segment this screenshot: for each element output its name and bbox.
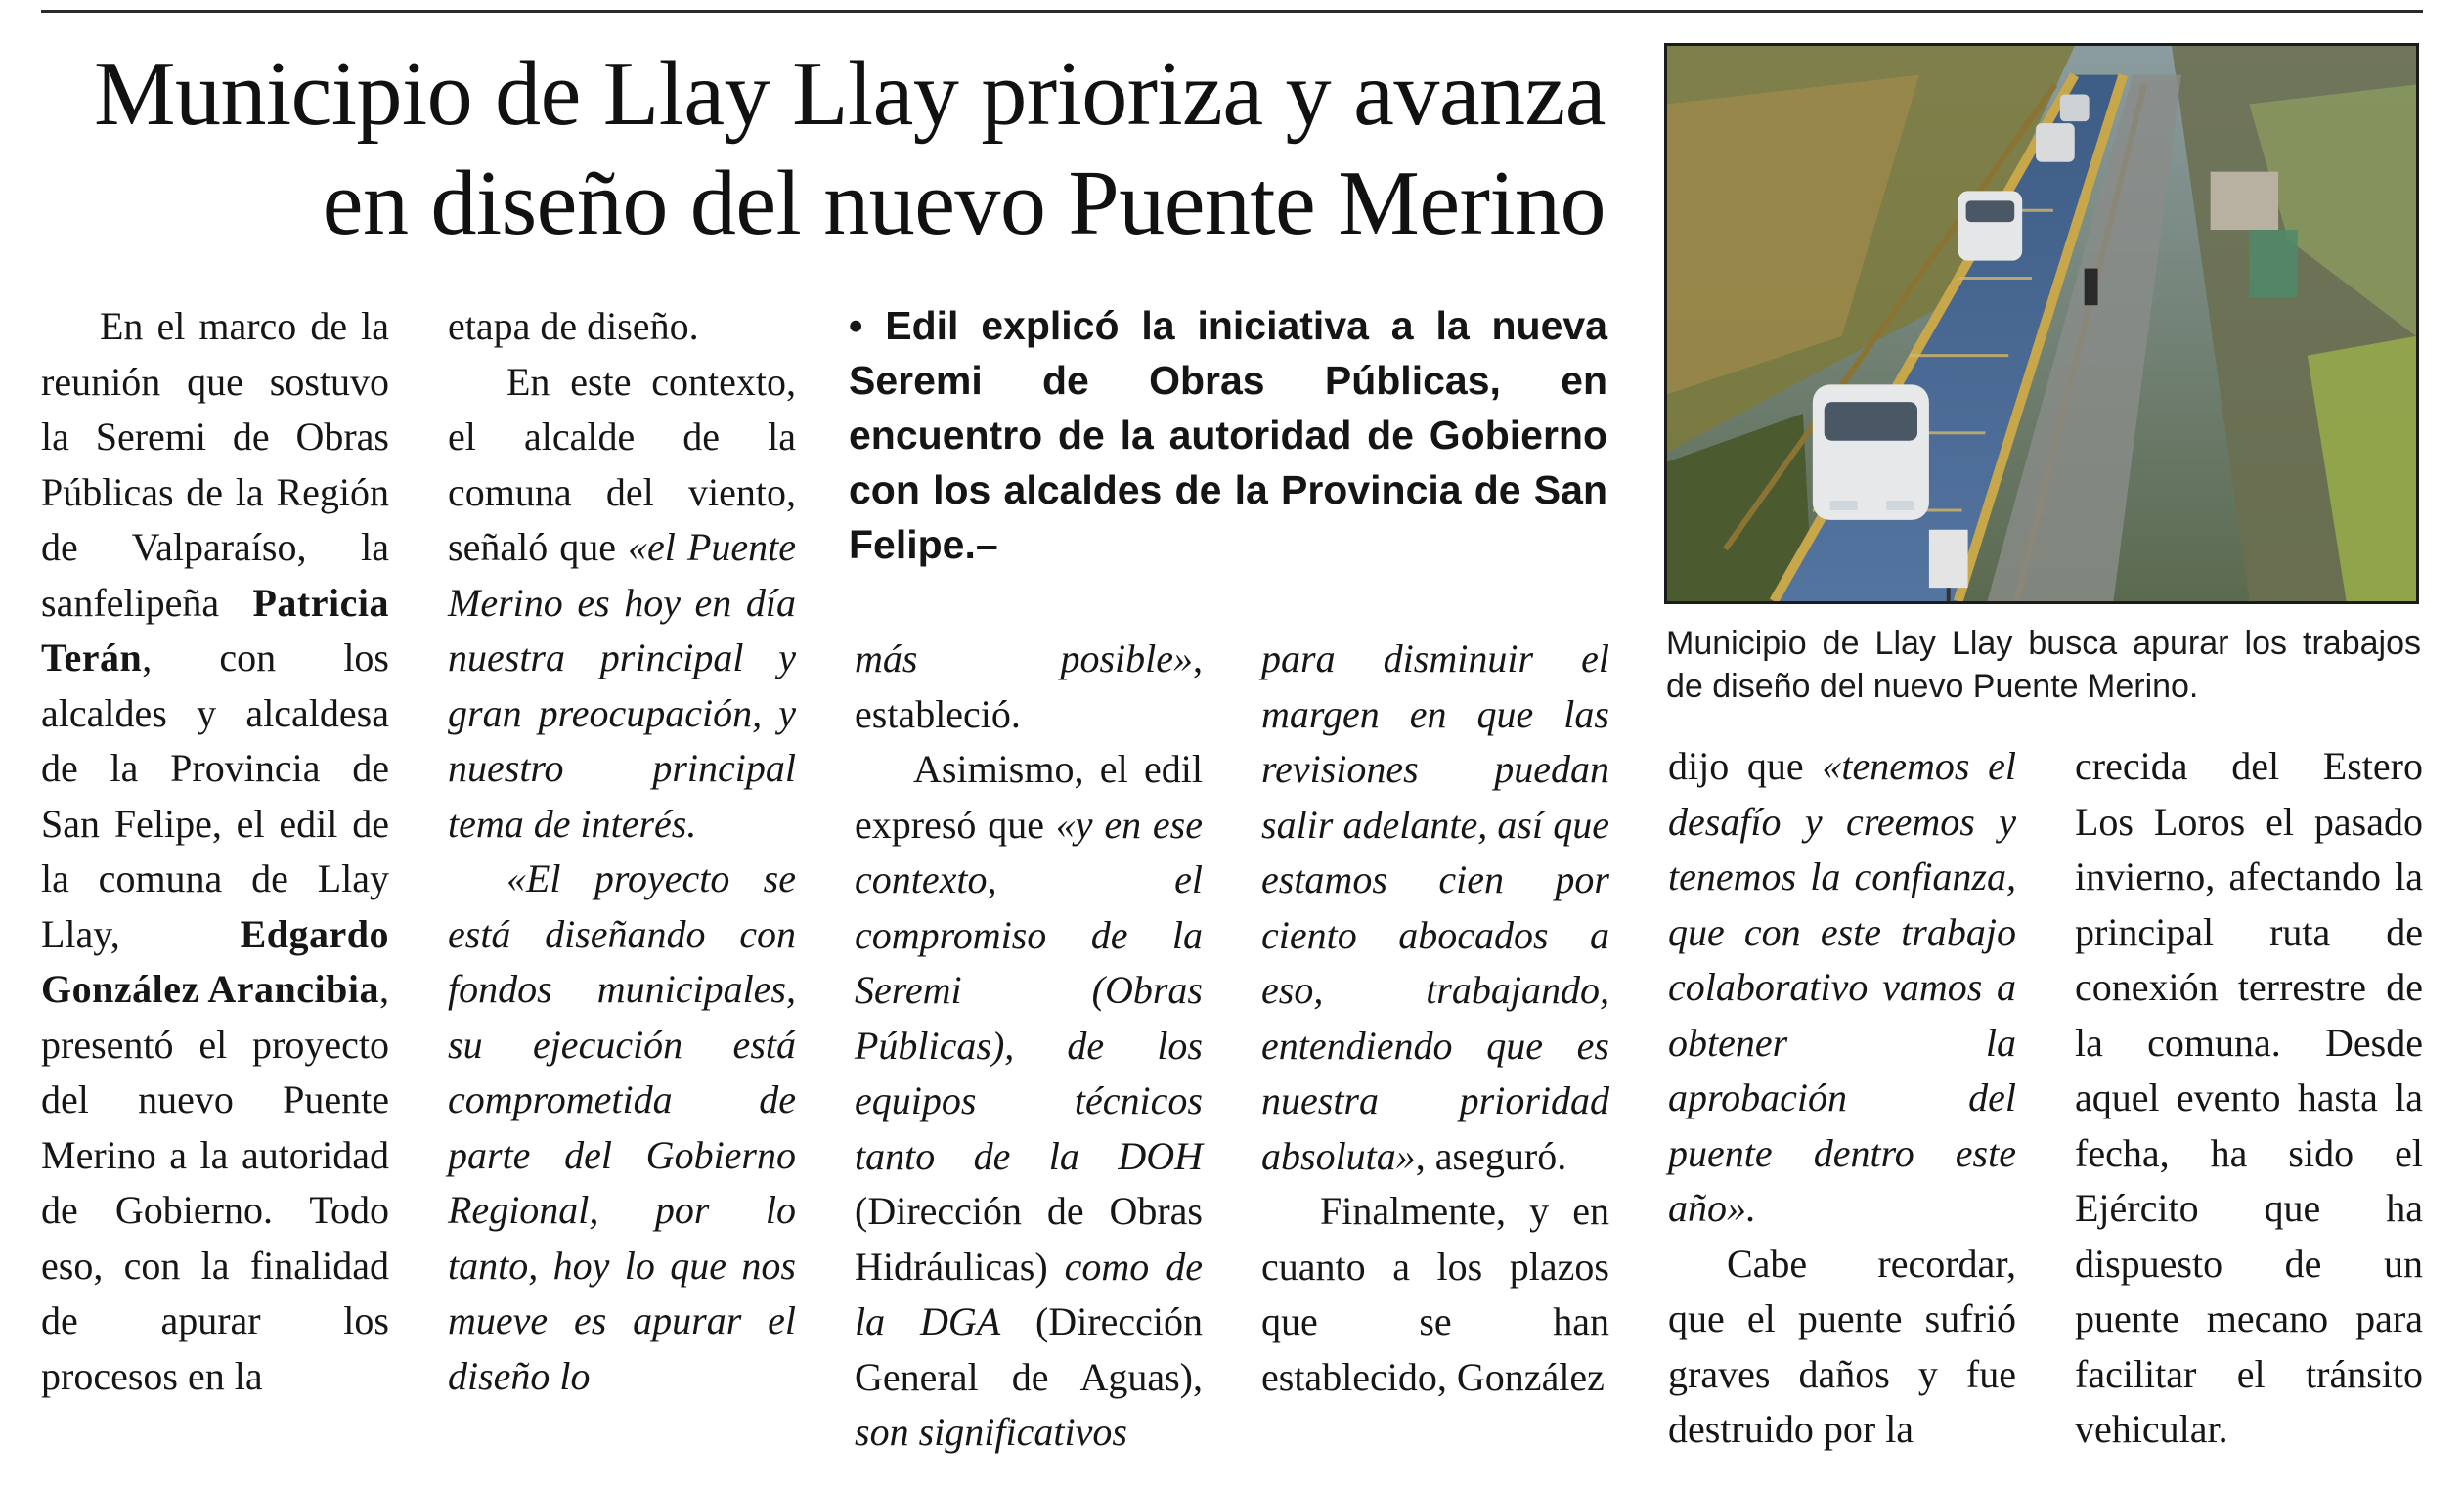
headline-line-2: en diseño del nuevo Puente Merino [322,153,1606,254]
photo-caption: Municipio de Llay Llay busca apurar los trabajos de diseño del nuevo Puente Merino. [1666,625,2421,705]
paragraph-4-end: para disminuir el margen en que las revisiones puedan salir adelante, así que estamos cien por ciento abocados a eso, trabajando, entendiendo que es nuestra prioridad absoluta», aseguró. [1261,636,1609,1178]
body-column-4 [1261,632,1609,1405]
body-column-3 [855,632,1203,1461]
paragraph-1-end: etapa de diseño. [448,304,699,348]
paragraph-3: «El proyecto se está diseñando con fondos municipales, su ejecución está comprometida de parte del Gobierno Regional, por lo tanto, hoy lo que nos mueve es apurar el diseño lo [448,856,796,1398]
person-name-teran: Patricia Terán [41,580,389,679]
headline-line-1: Municipio de Llay Llay prioriza y avanza [93,43,1606,145]
body-column-1 [41,299,389,1404]
paragraph-5: Finalmente, y en cuanto a los plazos que se han establecido, González [1261,1189,1609,1399]
bridge-photo-icon [1667,46,2416,601]
paragraph-5-end: dijo que «tenemos el desafío y creemos y tenemos la confianza, que con este trabajo colaborativo vamos a obtener la aprobación del puente dentro este año». [1668,744,2016,1230]
paragraph-4: Asimismo, el edil expresó que «y en ese contexto, el compromiso de la Seremi (Obras Públicas), de los equipos técnicos tanto de la DOH (Dirección de Obras Hidráulicas) como de la DGA (Dirección General de Aguas), son significativos [855,747,1203,1454]
paragraph-6: Cabe recordar, que el puente sufrió graves daños y fue destruido por la [1668,1241,2016,1451]
subhead: • Edil explicó la iniciativa a la nueva Seremi de Obras Públicas, en encuentro de la autoridad de Gobierno con los alcaldes de la Provincia de San Felipe.– [849,303,1607,567]
person-name-gonzalez: Edgardo González Arancibia [41,911,389,1011]
paragraph-6-end: crecida del Estero Los Loros el pasado invierno, afectando la principal ruta de conexión terrestre de la comuna. Desde aquel evento hasta la fecha, ha sido el Ejército que ha dispuesto de un puente mecano para facilitar el tránsito vehicular. [2075,744,2423,1451]
paragraph-1: En el marco de la reunión que sostuvo la Seremi de Obras Públicas de la Región de Valparaíso, la sanfelipeña Patricia Terán, con los alcaldes y alcaldesa de la Provincia de San Felipe, el edil de la comuna de Llay Llay, Edgardo González Arancibia, presentó el proyecto del nuevo Puente Merino a la autoridad de Gobierno. Todo eso, con la finalidad de apurar los procesos en la [41,304,389,1398]
top-rule [41,10,2423,13]
body-column-2 [448,299,796,1404]
bridge-photo [1664,43,2419,604]
paragraph-3-end: más posible», estableció. [855,636,1203,736]
body-column-6 [2075,739,2423,1458]
paragraph-2: En este contexto, el alcalde de la comuna del viento, señaló que «el Puente Merino es hoy en día nuestra principal y gran preocupación, y nuestro principal tema de interés. [448,359,796,846]
body-column-5 [1668,739,2016,1458]
headline [41,39,1606,258]
